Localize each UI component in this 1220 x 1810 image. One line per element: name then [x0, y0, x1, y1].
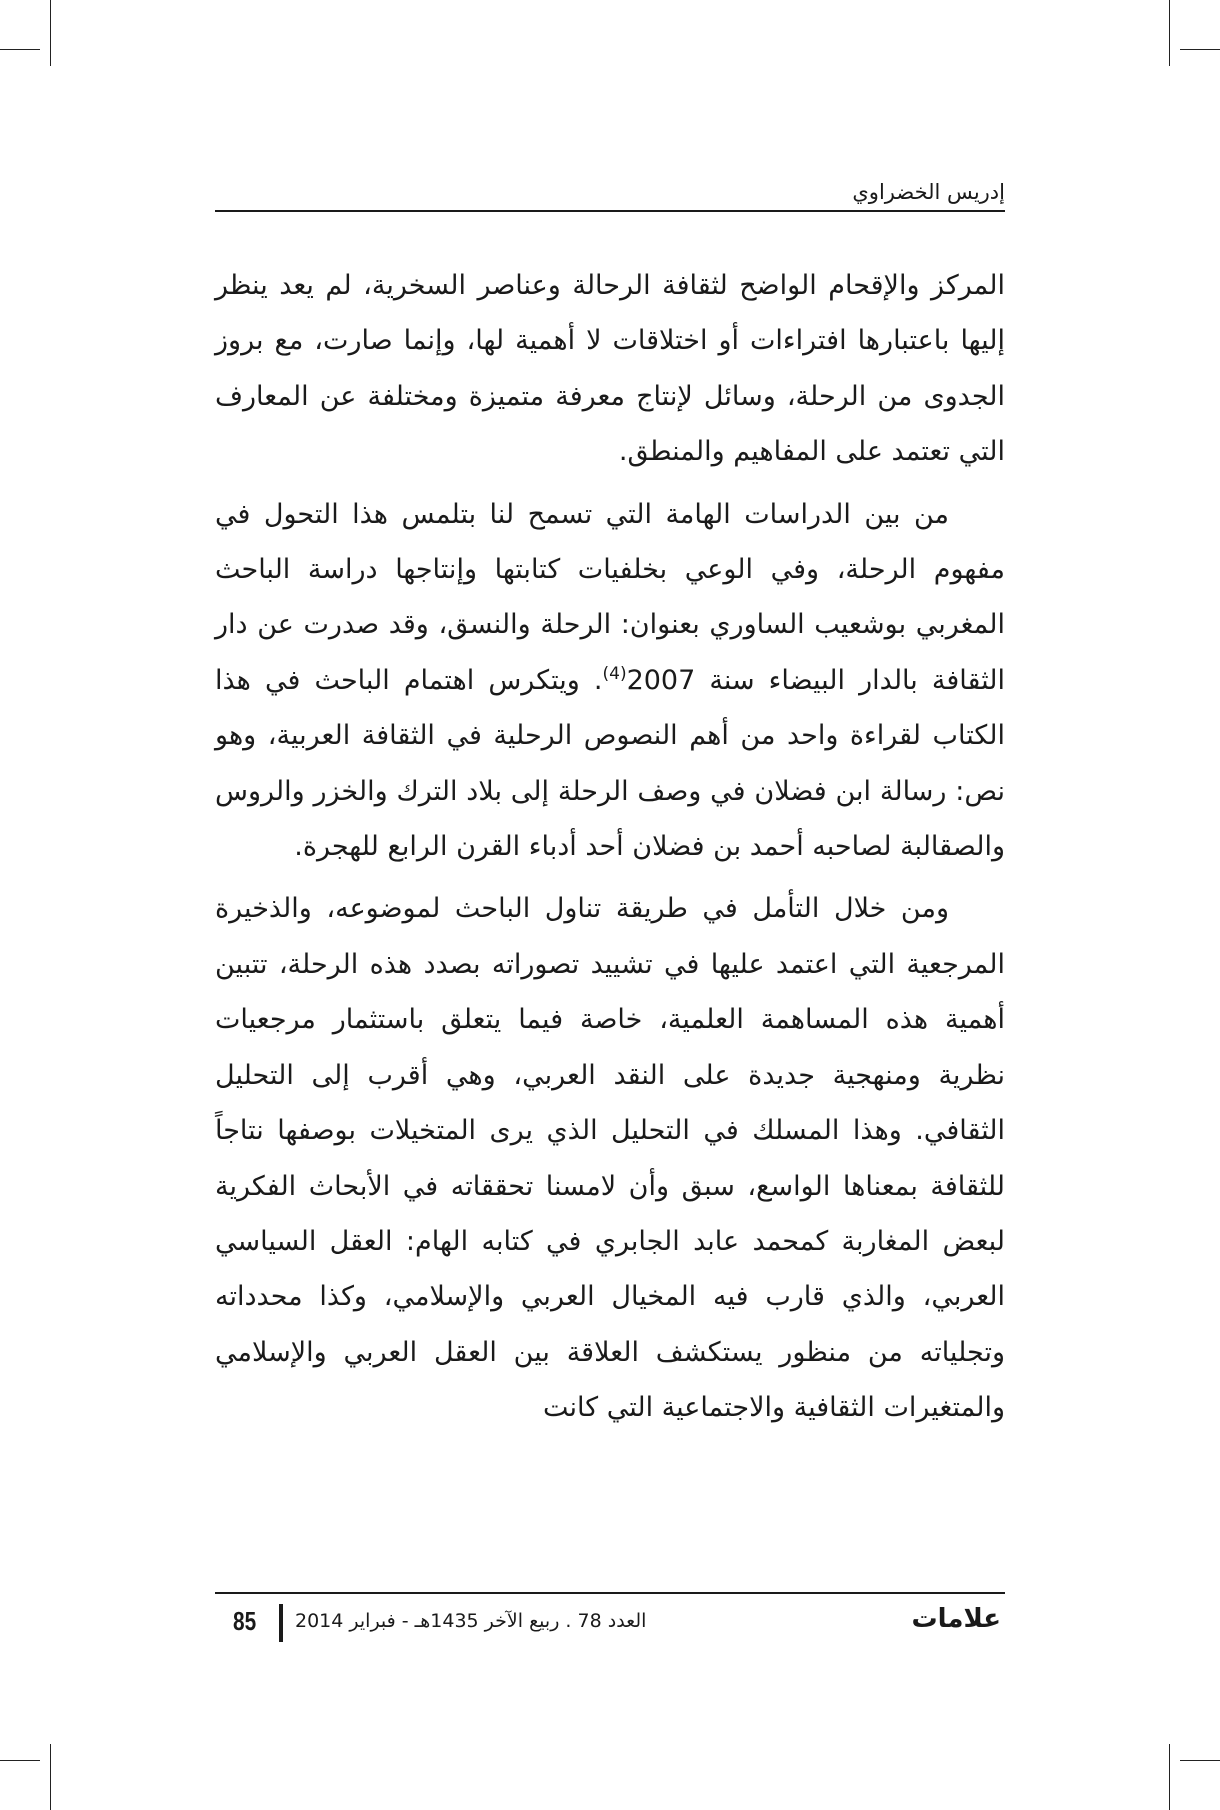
page-header [215, 176, 1005, 212]
crop-mark [1180, 1760, 1220, 1761]
page-number: 85 [233, 1606, 257, 1636]
paragraph-text: من بين الدراسات الهامة التي تسمح لنا بتلمس هذا التحول في مفهوم الرحلة، وفي الوعي بخلفيات كتابتها وإنتاجها دراسة الباحث المغربي بوشعيب الساوري بعنوان: الرحلة والنسق، وقد صدرت عن دار الثقافة بالدار البيضاء سنة 2007 [215, 498, 1005, 696]
page-footer [215, 1592, 1005, 1644]
crop-mark [50, 0, 51, 66]
crop-mark [1169, 0, 1170, 66]
crop-mark [0, 1760, 40, 1761]
paragraph: ومن خلال التأمل في طريقة تناول الباحث لموضوعه، والذخيرة المرجعية التي اعتمد عليها في تشييد تصوراته بصدد هذه الرحلة، تتبين أهمية هذه المساهمة العلمية، خاصة فيما يتعلق باستثمار مرجعيات نظرية ومنهجية جديدة على النقد العربي، وهي أقرب إلى التحليل الثقافي. وهذا المسلك في التحليل الذي يرى المتخيلات بوصفها نتاجاً للثقافة بمعناها الواسع، سبق وأن لامسنا تحققاته في الأبحاث الفكرية لبعض المغاربة كمحمد عابد الجابري في كتابه الهام: العقل السياسي العربي، والذي قارب فيه المخيال العربي والإسلامي، وكذا محدداته وتجلياته من منظور يستكشف العلاقة بين العقل العربي والإسلامي والمتغيرات الثقافية والاجتماعية التي كانت [215, 893, 1005, 1424]
running-head: إدريس الخضراوي [852, 180, 1005, 204]
paragraph [215, 487, 1005, 875]
article-body [215, 258, 1005, 1436]
paragraph: المركز والإقحام الواضح لثقافة الرحالة وعناصر السخرية، لم يعد ينظر إليها باعتبارها افتراءات أو اختلاقات لا أهمية لها، وإنما صارت، مع بروز الجدوى من الرحلة، وسائل لإنتاج معرفة متميزة ومختلفة عن المعارف التي تعتمد على المفاهيم والمنطق. [215, 270, 1005, 468]
issue-info: العدد 78 . ربيع الآخر 1435هـ - فبراير 2014 [295, 1610, 647, 1632]
paragraph-text: . ويتكرس اهتمام الباحث في هذا الكتاب لقراءة واحد من أهم النصوص الرحلية في الثقافة العربية، وهو نص: رسالة ابن فضلان في وصف الرحلة إلى بلاد الترك والخزر والروس والصقالبة لصاحبه أحمد بن فضلان أحد أدباء القرن الرابع للهجرة. [215, 664, 1005, 863]
crop-mark [0, 49, 40, 50]
footer-separator [279, 1604, 283, 1642]
crop-mark [1169, 1744, 1170, 1810]
crop-mark [1180, 49, 1220, 50]
journal-logo: علامات [911, 1604, 1001, 1634]
crop-mark [50, 1744, 51, 1810]
footnote-marker[interactable]: (4) [602, 663, 627, 684]
